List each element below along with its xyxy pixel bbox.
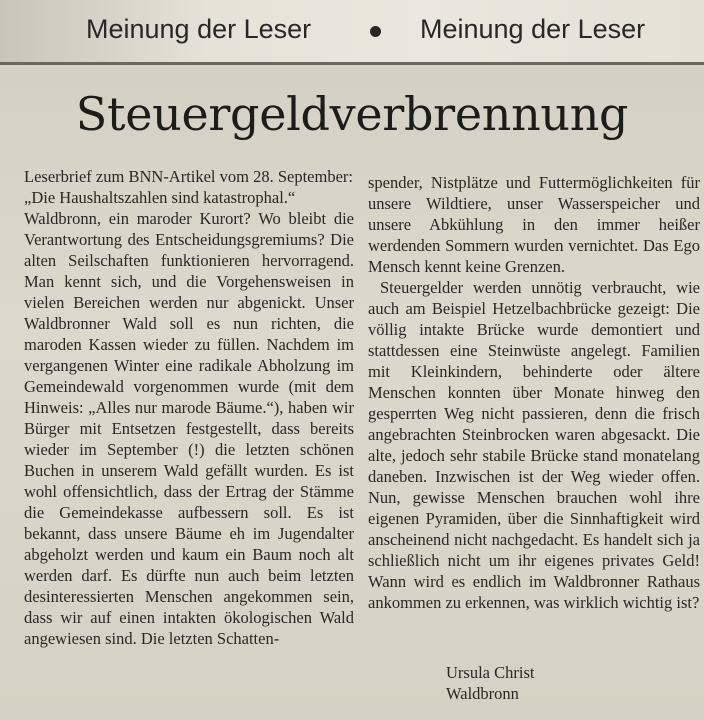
- article-body-right-1: spender, Nistplätze und Futtermöglichkeiten für unsere Wildtiere, unser Wasserspeicher und unsere Abkühlung in den immer heißer werdenden Sommern wurden vernichtet. Das Ego Mensch kennt keine Grenzen.: [368, 173, 700, 276]
- bullet-separator: [370, 26, 381, 37]
- section-title-left: Meinung der Leser: [86, 14, 312, 44]
- article-body-right-2: Steuergelder werden unnötig verbraucht, wie auch am Beispiel Hetzelbachbrücke gezeigt: Die völlig intakte Brücke wurde demontiert und stattdessen eine Steinwüste angelegt. Familien mit Kleinkindern, behinderte oder ältere Menschen konnten über Monate hinweg den gesperrten Weg nicht passieren, denn die frisch angebrachten Steinbrocken waren abgesackt. Die alte, jedoch sehr stabile Brücke stand monatelang daneben. Inzwischen ist der Weg wieder offen. Nun, gewisse Menschen brauchen wohl ihre eigenen Pyramiden, über die Sinnhaftigkeit wird anscheinend nicht nachgedacht. Es handelt sich ja schließlich nicht um ihr eigenes privates Geld! Wann wird es endlich im Waldbronner Rathaus ankommen zu erkennen, was wirklich wichtig ist?: [368, 278, 700, 612]
- article-body-left: Waldbronn, ein maroder Kurort? Wo bleibt die Verantwortung des Entscheidungsgremiums? Die alten Seilschaften funktionieren hervorragend. Man kennt sich, und die Vorgehensweisen in vielen Bereichen werden nur abgenickt. Unser Waldbronner Wald soll es nun richten, die maroden Kassen wieder zu füllen. Nachdem im vergangenen Winter eine radikale Abholzung im Gemeindewald vorgenommen wurde (mit dem Hinweis: „Alles nur marode Bäume.“), haben wir Bürger mit Entsetzen festgestellt, dass bereits wieder im September (!) die letzten schönen Buchen in unserem Wald gefällt wurden. Es ist wohl offensichtlich, dass der Ertrag der Stämme die Gemeindekasse aufbessern soll. Es ist bekannt, dass unsere Bäume eh im Jugendalter abgeholzt werden und kaum ein Baum noch alt werden darf. Es dürfte nun auch beim letzten desinteressierten Menschen angekommen sein, dass wir auf einen intakten ökologischen Wald angewiesen sind. Die letzten Schatten-: [24, 209, 354, 648]
- author-name: Ursula Christ: [446, 663, 535, 682]
- section-header-bar: [0, 0, 704, 65]
- author-place: Waldbronn: [446, 684, 519, 703]
- article-column-right: [368, 172, 700, 613]
- article-column-left: [24, 166, 354, 649]
- section-title-right: Meinung der Leser: [420, 14, 646, 44]
- article-intro: Leserbrief zum BNN-Artikel vom 28. September: „Die Haushaltszahlen sind katastrophal.“: [24, 167, 353, 207]
- article-headline: Steuergeldverbrennung: [75, 87, 629, 141]
